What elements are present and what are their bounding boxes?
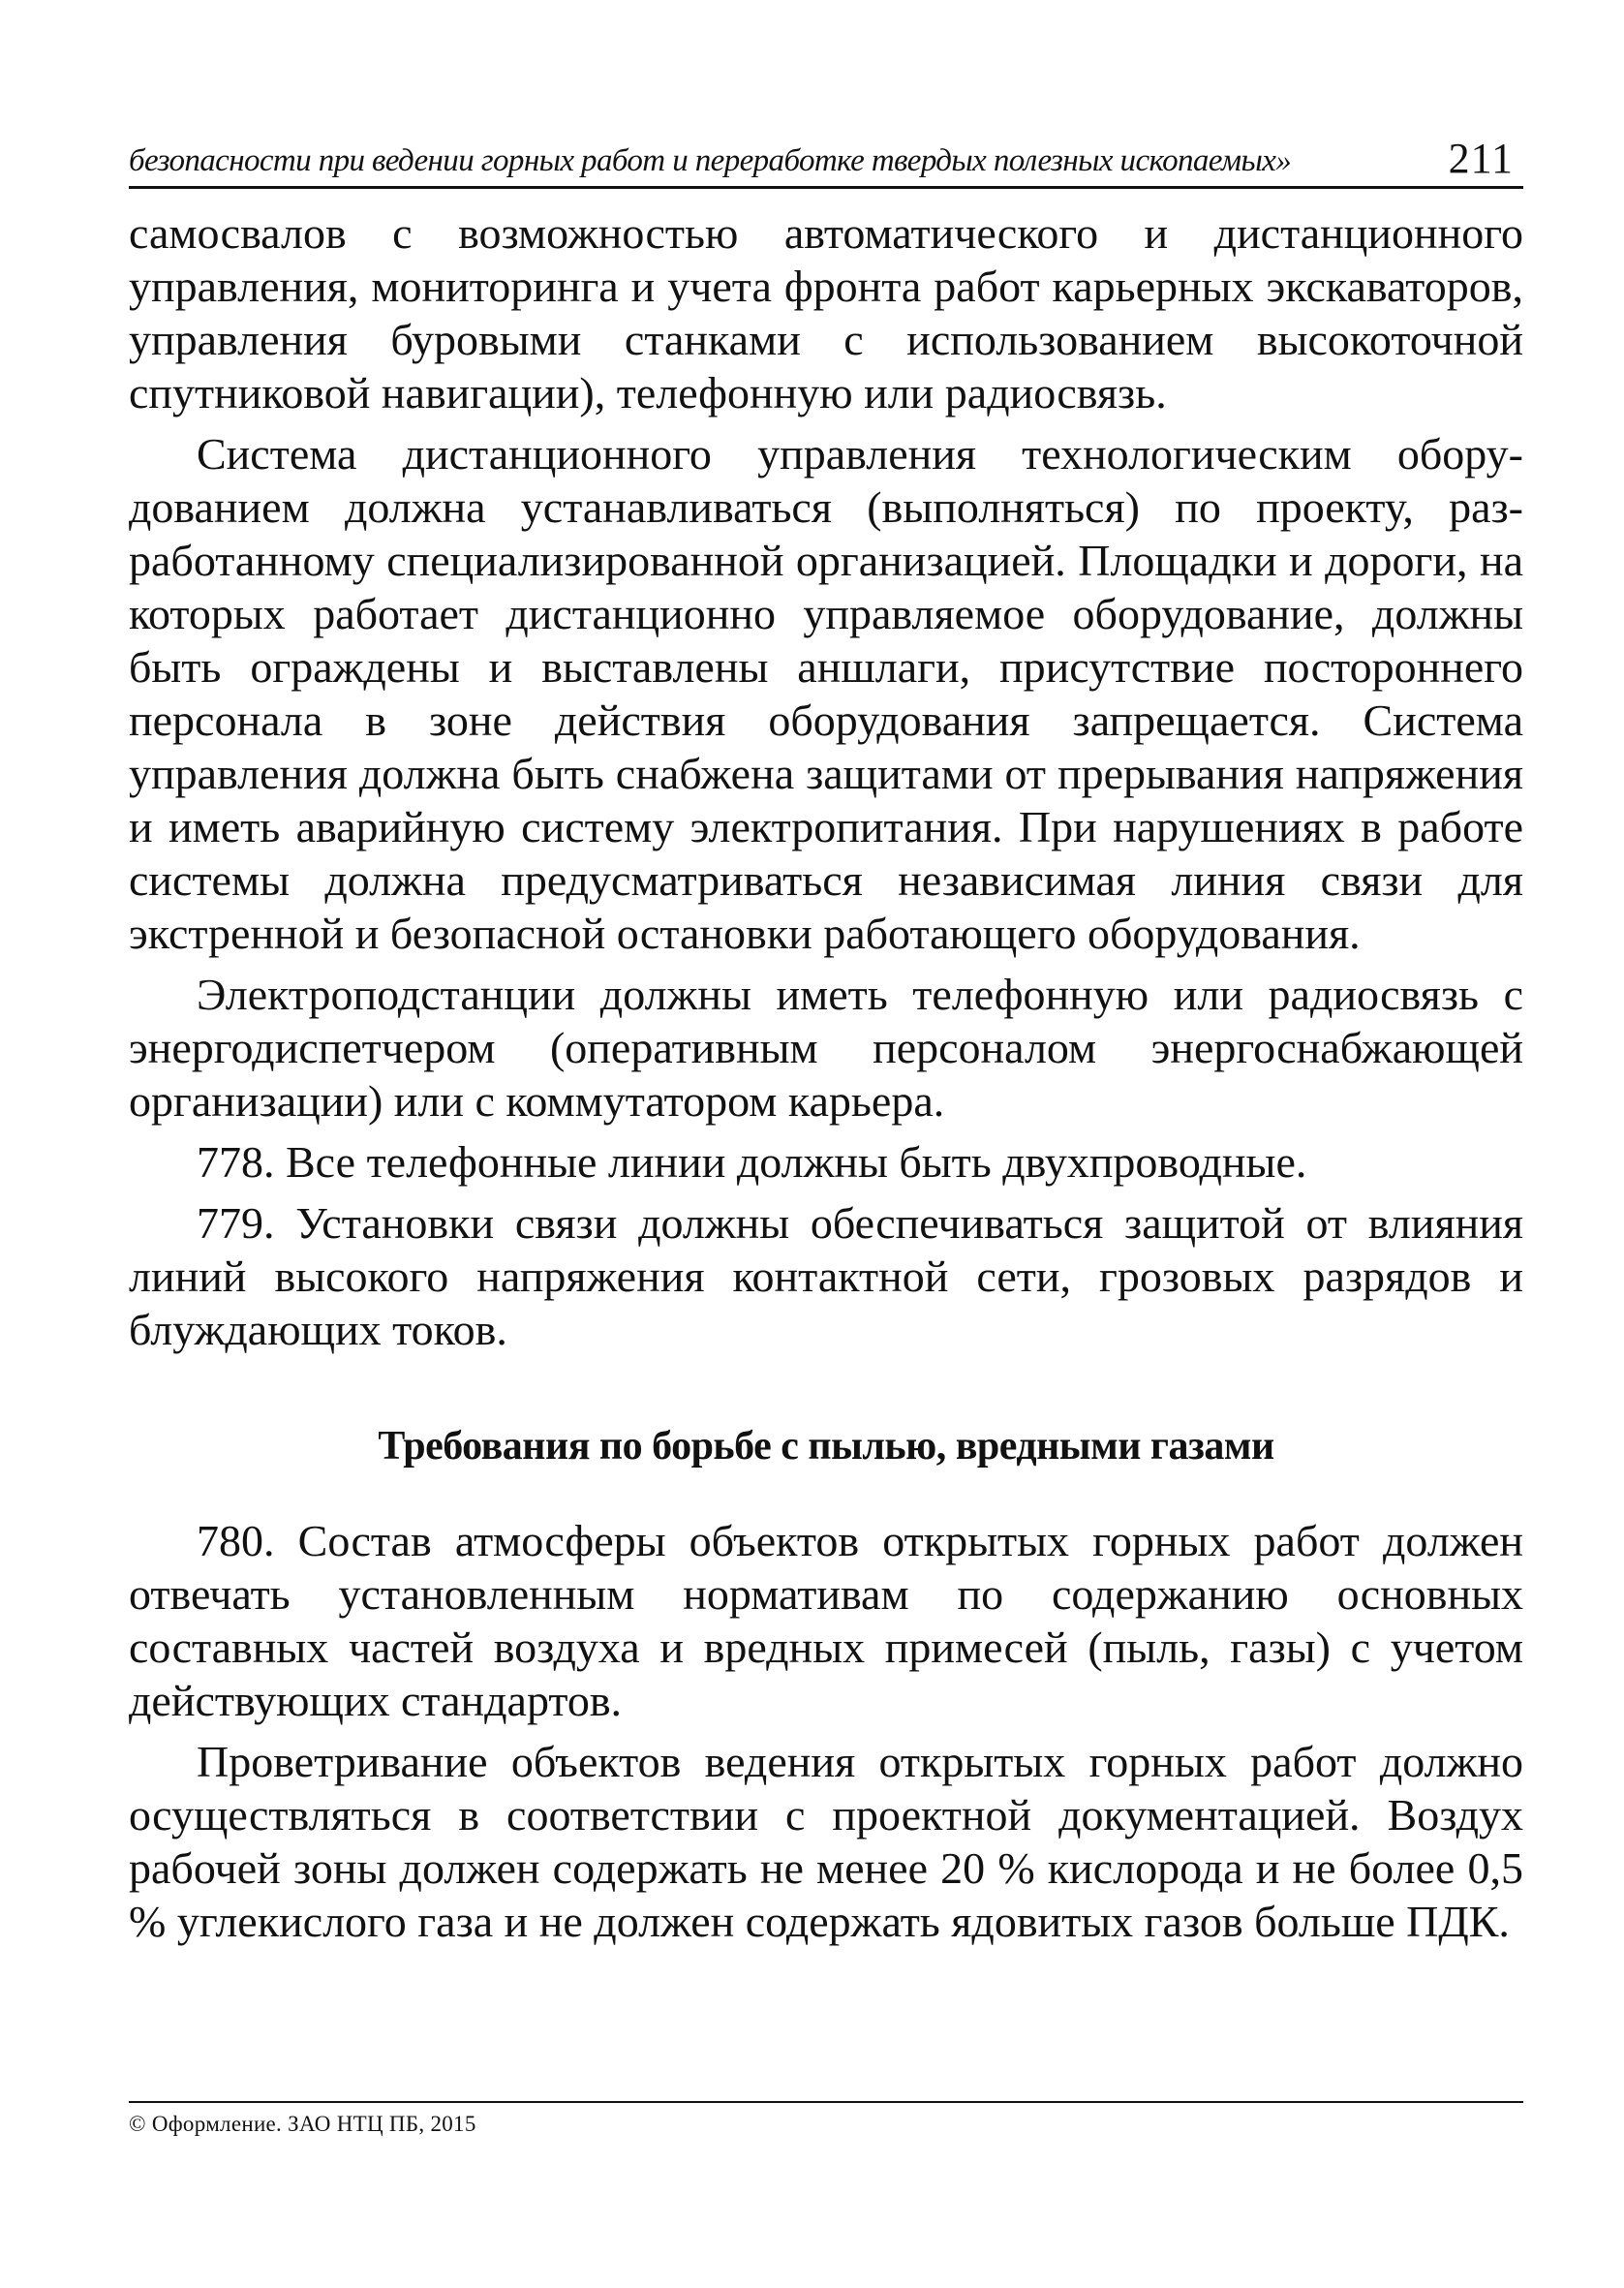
footer-copyright: © Оформление. ЗАО НТЦ ПБ, 2015 xyxy=(129,2112,476,2136)
running-title: безопасности при ведении горных работ и переработке твердых полезных ископаемых» xyxy=(129,143,1292,178)
paragraph-779: 779. Установки связи должны обеспечиваться защитой от влияния линий высокого напряжения контактной сети, грозовых разрядов и блуждающих токов. xyxy=(129,1198,1523,1354)
paragraph-remote-control-system: Система дистанционного управления технологическим оборудованием должна устанавливаться (выполняться) по проекту, разработанному специализированной организацией. Площадки и дороги, на которых работает дистанционно управляемое оборудование, должны быть ограждены и выставлены аншлаги, присутствие постороннего персонала в зоне действия оборудования запрещается. Система управления должна быть снабжена защитами от прерывания напряжения и иметь аварийную систему электропитания. При нарушениях в работе системы должна предусматриваться независимая линия связи для экстренной и безопасной остановки работающего оборудования. xyxy=(129,429,1523,958)
header-rule xyxy=(129,186,1523,189)
paragraph-continuation: самосвалов с возможностью автоматического и дистанционного управления, мониторинга и учета фронта работ карьерных экскаваторов, управления буровыми станками с использованием высокоточной спутниковой навигации), телефонную или радиосвязь. xyxy=(129,208,1523,417)
paragraph-substations: Электроподстанции должны иметь телефонную или радиосвязь с энергодиспетчером (оперативным персоналом энергоснабжающей организации) или с коммутатором карьера. xyxy=(129,970,1523,1126)
paragraph-778: 778. Все телефонные линии должны быть двухпроводные. xyxy=(197,1137,1307,1187)
running-header xyxy=(129,135,1523,189)
paragraph-ventilation: Проветривание объектов ведения открытых горных работ должно осуществляться в соответствии с проектной документацией. Воздух рабочей зоны должен содержать не менее 20 % кислорода и не более 0,5 % углекислого газа и не должен содержать ядовитых газов больше ПДК. xyxy=(129,1737,1523,1946)
page-number: 211 xyxy=(1448,135,1514,182)
footer xyxy=(129,2101,1523,2137)
footer-rule xyxy=(129,2101,1523,2103)
paragraph-780: 780. Состав атмосферы объектов открытых горных работ должен отвечать установленным нормативам по содержанию основных составных частей воздуха и вредных примесей (пыль, газы) с учетом действующих стандартов. xyxy=(129,1516,1523,1725)
section-heading: Требования по борьбе с пылью, вредными газами xyxy=(378,1424,1274,1469)
body-text xyxy=(129,206,1523,1948)
